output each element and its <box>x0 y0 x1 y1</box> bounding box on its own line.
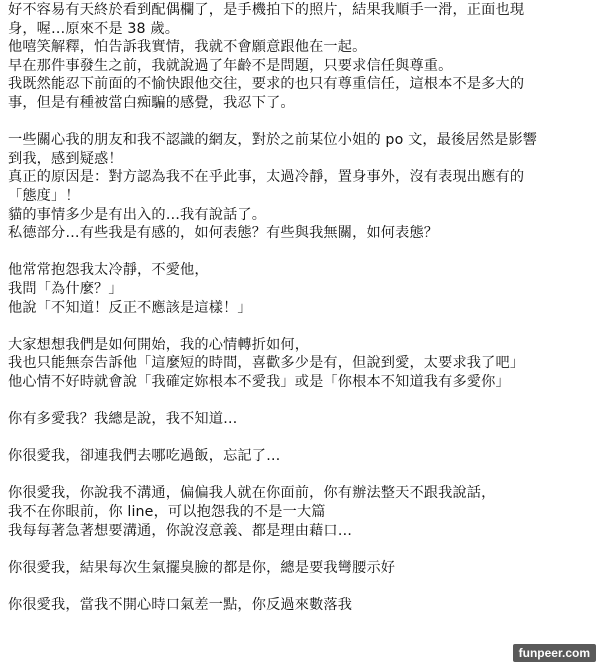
text-line: 他說「不知道！反正不應該是這樣！」 <box>8 299 252 316</box>
text-line: 到我，感到疑惑！ <box>8 150 123 167</box>
blank-line <box>8 429 594 448</box>
text-line: 你很愛我，卻連我們去哪吃過飯，忘記了… <box>8 448 281 465</box>
text-line: 私德部分…有些我是有感的，如何表態？有些與我無關，如何表態？ <box>8 225 439 242</box>
text-line: 我既然能忍下前面的不愉快跟他交往，要求的也只有尊重信任，這根本不是多大的 <box>8 76 525 93</box>
text-line: 真正的原因是：對方認為我不在乎此事，太過冷靜，置身事外，沒有表現出應有的 <box>8 169 525 186</box>
text-line: 好不容易有天終於看到配偶欄了，是手機拍下的照片，結果我順手一滑，正面也現 <box>8 2 525 18</box>
text-line: 大家想想我們是如何開始，我的心情轉折如何， <box>8 336 310 353</box>
text-line: 你很愛我，你說我不溝通，偏偏我人就在你面前，你有辦法整天不跟我說話， <box>8 485 496 502</box>
text-line: 一些關心我的朋友和我不認識的網友，對於之前某位小姐的 po 文，最後居然是影響 <box>8 132 538 149</box>
text-line: 我不在你眼前，你 line，可以抱怨我的不是一大篇 <box>8 504 326 521</box>
blank-line <box>8 317 594 336</box>
text-line: 你很愛我，結果每次生氣擺臭臉的都是你，總是要我彎腰示好 <box>8 559 396 576</box>
blank-line <box>8 391 594 410</box>
blank-line <box>8 540 594 559</box>
text-line: 我每每著急著想要溝通，你說沒意義、都是理由藉口… <box>8 522 353 539</box>
site-watermark: funpeer.com <box>513 644 596 662</box>
blank-line <box>8 243 594 262</box>
document-body <box>8 1 594 615</box>
text-line: 他心情不好時就會說「我確定妳根本不愛我」或是「你根本不知道我有多愛你」 <box>8 373 510 390</box>
text-line: 他常常抱怨我太冷靜，不愛他， <box>8 262 209 279</box>
text-line: 你有多愛我？我總是說，我不知道… <box>8 411 238 428</box>
text-line: 我也只能無奈告訴他「這麼短的時間，喜歡多少是有，但說到愛，太要求我了吧」 <box>8 355 525 372</box>
text-line: 我問「為什麼？」 <box>8 280 123 297</box>
text-line: 身，喔…原來不是 38 歲。 <box>8 20 180 37</box>
text-line: 早在那件事發生之前，我就說過了年齡不是問題，只要求信任與尊重。 <box>8 57 453 74</box>
blank-line <box>8 466 594 485</box>
text-line: 他嘻笑解釋，怕告訴我實情，我就不會願意跟他在一起。 <box>8 39 367 56</box>
text-line: 你很愛我，當我不開心時口氣差一點，你反過來數落我 <box>8 597 353 613</box>
blank-line <box>8 577 594 596</box>
text-line: 貓的事情多少是有出入的…我有說話了。 <box>8 206 267 223</box>
text-line: 事，但是有種被當白痴騙的感覺，我忍下了。 <box>8 94 295 111</box>
text-line: 「態度」！ <box>8 187 80 204</box>
blank-line <box>8 113 594 132</box>
